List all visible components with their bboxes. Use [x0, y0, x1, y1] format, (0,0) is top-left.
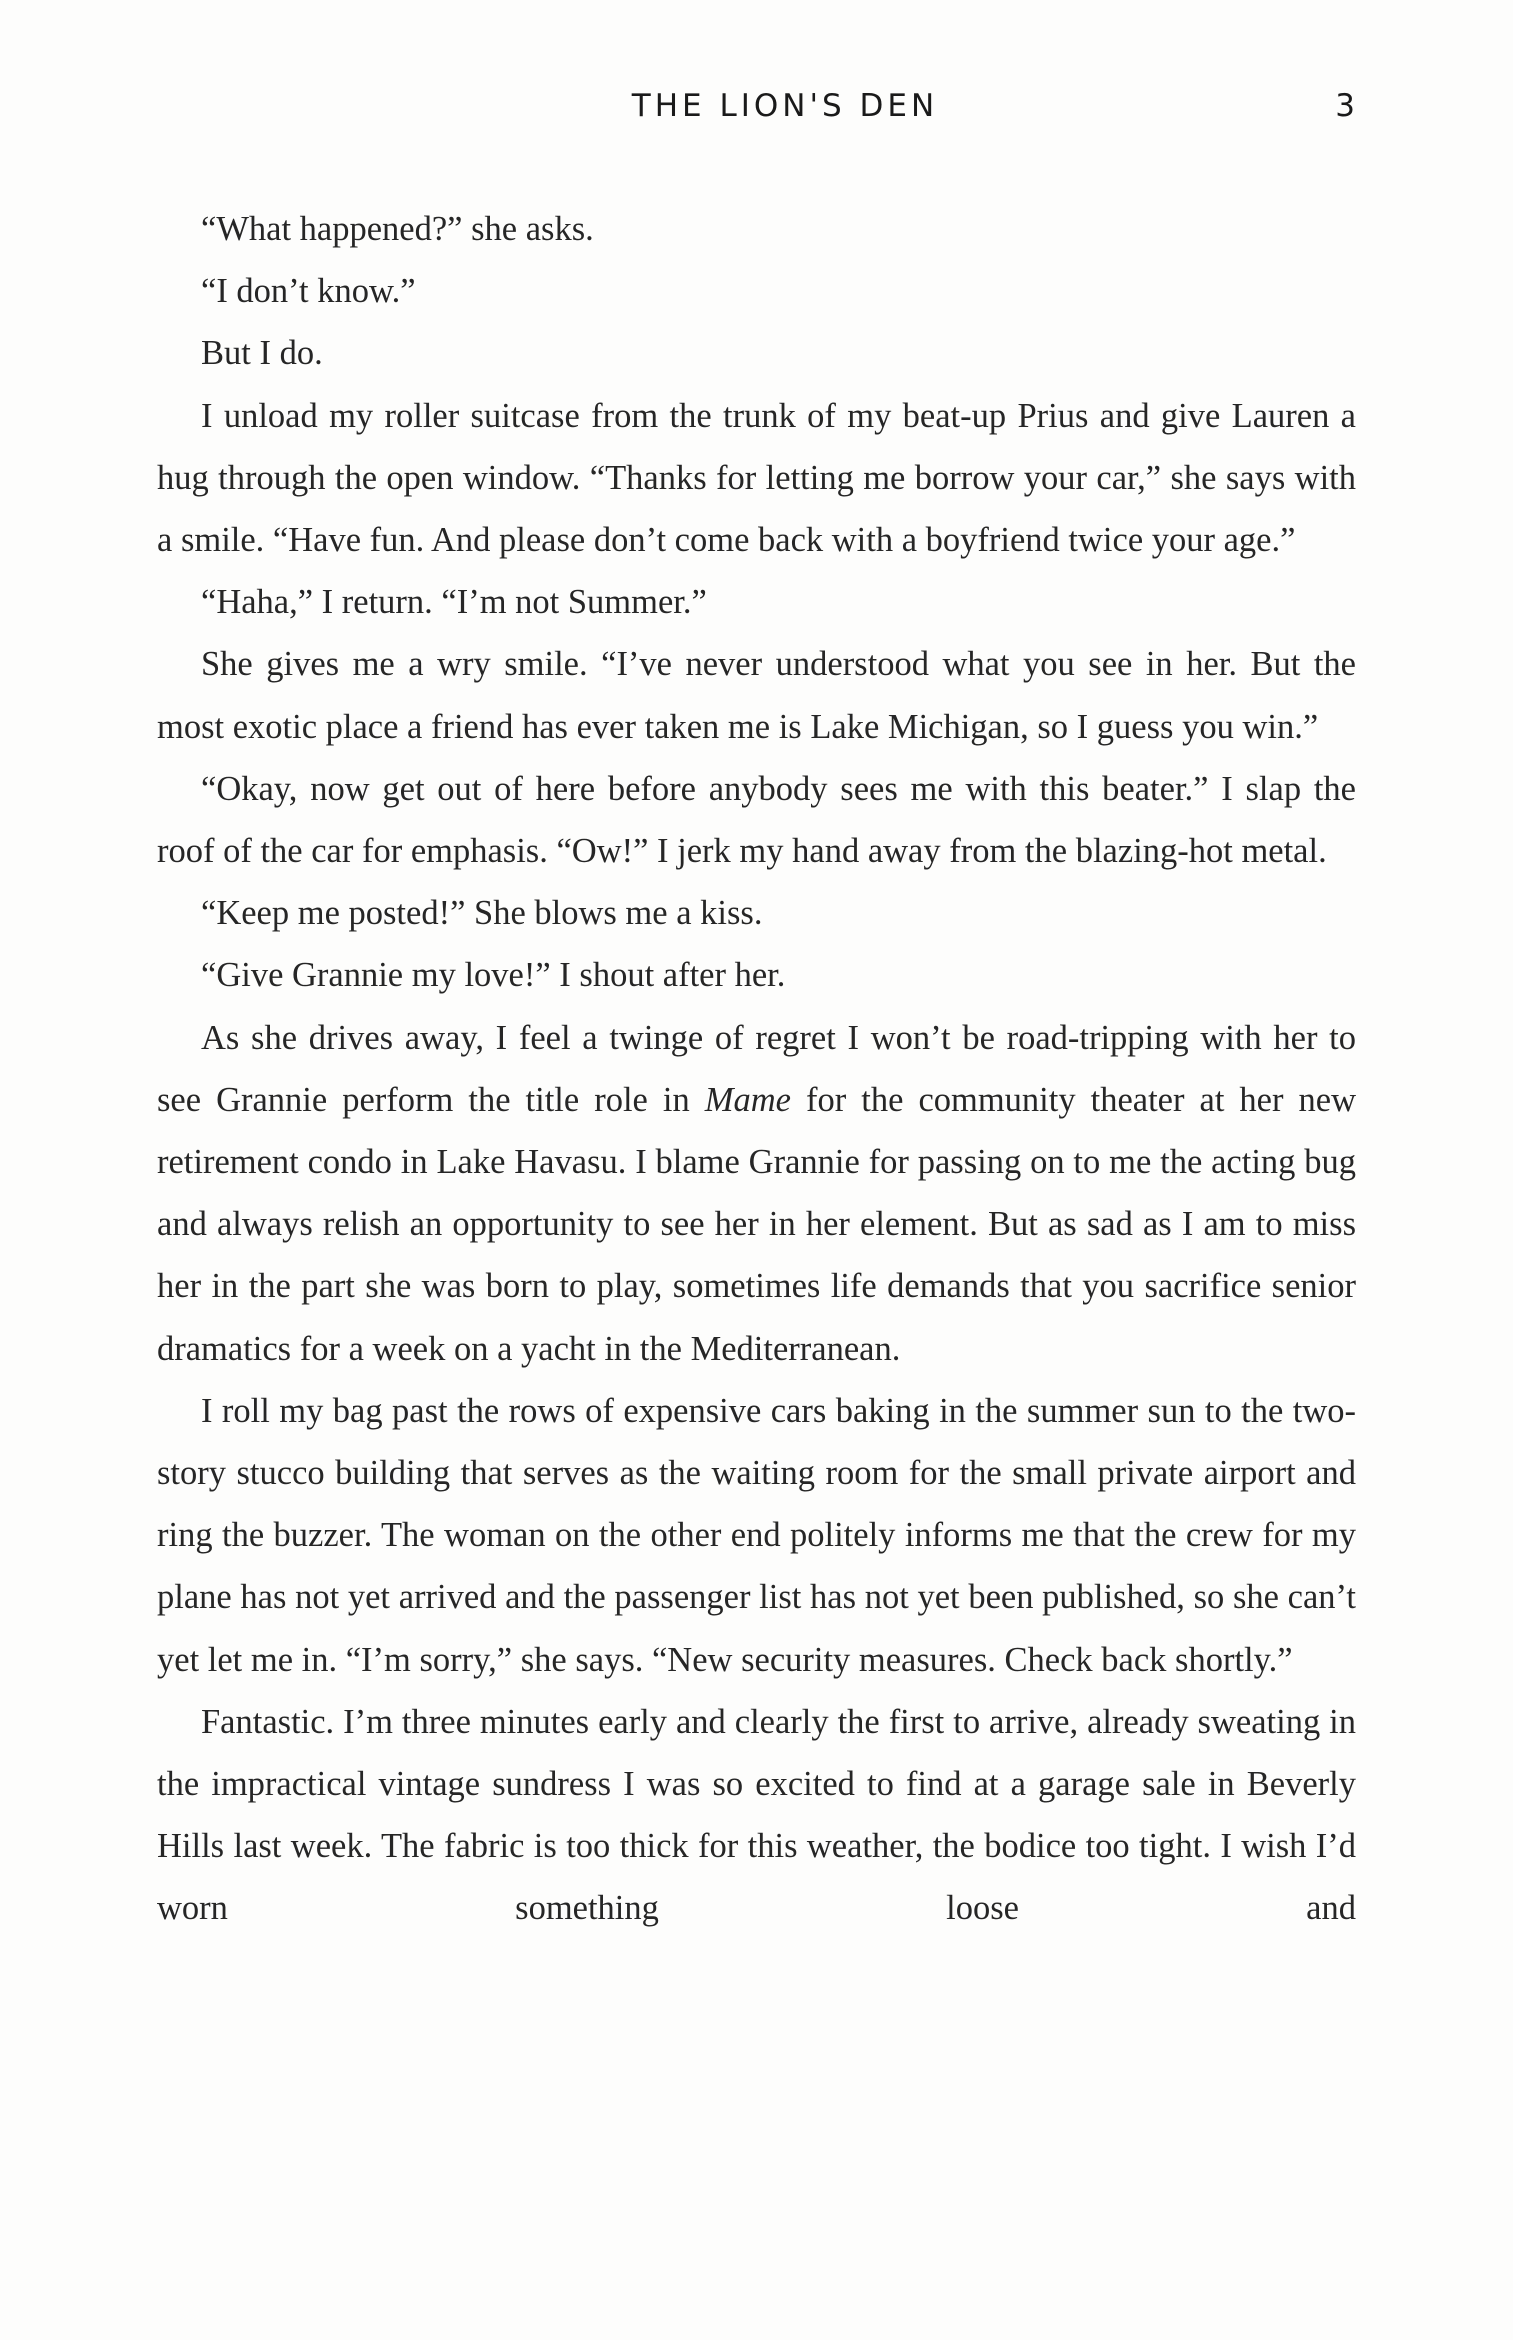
paragraph — [157, 385, 1356, 572]
paragraph — [157, 1691, 1356, 1940]
paragraph-text: I unload my roller suitcase from the trunk of my beat-up Prius and give Lauren a hug through the open window. “Thanks for letting me borrow your car,” she says with a smile. “Have fun. And please don’t come back with a boyfriend twice your age.” — [157, 396, 1356, 560]
paragraph-text: But I do. — [201, 334, 323, 373]
paragraph-text: I roll my bag past the rows of expensive cars baking in the summer sun to the two-story stucco building that serves as the waiting room for the small private airport and ring the buzzer. The woman on the other end politely informs me that the crew for my plane has not yet arrived and the passenger list has not yet been published, so she can’t yet let me in. “I’m sorry,” she says. “New security measures. Check back shortly.” — [157, 1391, 1356, 1679]
paragraph — [157, 1380, 1356, 1691]
page-number: 3 — [1335, 88, 1355, 124]
paragraph — [157, 571, 1356, 633]
paragraph — [157, 944, 1356, 1006]
paragraph — [157, 1007, 1356, 1380]
paragraph — [157, 633, 1356, 757]
paragraph — [157, 198, 1356, 260]
paragraph-text: “Keep me posted!” She blows me a kiss. — [201, 894, 763, 933]
page-header — [155, 88, 1355, 140]
play-title: Mame — [704, 1080, 791, 1119]
body-text — [157, 198, 1356, 1940]
paragraph-text: “Give Grannie my love!” I shout after her. — [201, 956, 786, 995]
running-head: THE LION'S DEN — [631, 88, 939, 124]
paragraph-text: Fantastic. I’m three minutes early and clearly the first to arrive, already sweating in the impractical vintage sundress I was so excited to find at a garage sale in Beverly Hills last week. The fabric is too thick for this weather, the bodice too tight. I wish I’d worn something loose and — [157, 1702, 1356, 1928]
paragraph-text: As she drives away, I feel a twinge of regret I won’t be road-tripping with her to see Grannie perform the title role in — [157, 1018, 1356, 1119]
paragraph — [157, 260, 1356, 322]
paragraph-text: “Okay, now get out of here before anybody sees me with this beater.” I slap the roof of the car for emphasis. “Ow!” I jerk my hand away from the blazing-hot metal. — [157, 769, 1356, 871]
paragraph — [157, 322, 1356, 384]
paragraph — [157, 882, 1356, 944]
paragraph-text: “What happened?” she asks. — [201, 210, 594, 248]
paragraph-text: “Haha,” I return. “I’m not Summer.” — [201, 583, 707, 622]
paragraph — [157, 758, 1356, 882]
paragraph-text: “I don’t know.” — [201, 272, 416, 311]
paragraph-text: for the community theater at her new retirement condo in Lake Havasu. I blame Grannie for passing on to me the acting bug and always relish an opportunity to see her in her element. But as sad as I am to miss her in the part she was born to play, sometimes life demands that you sacrifice senior dramatics for a week on a yacht in the Mediterranean. — [157, 1080, 1356, 1368]
paragraph-text: She gives me a wry smile. “I’ve never understood what you see in her. But the most exotic place a friend has ever taken me is Lake Michigan, so I guess you win.” — [157, 645, 1356, 746]
